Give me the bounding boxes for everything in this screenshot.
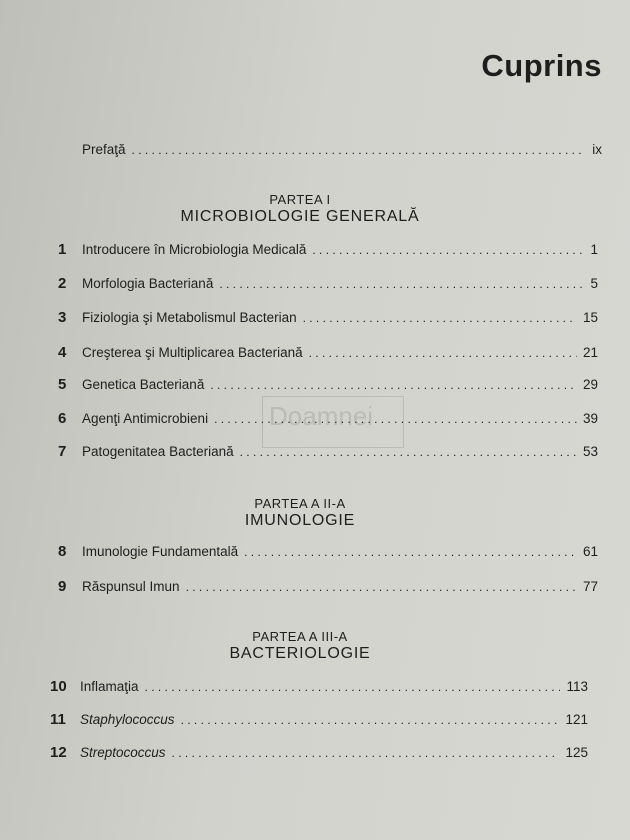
chapter-number: 3 <box>58 309 67 326</box>
chapter-number: 7 <box>58 443 67 460</box>
toc-page-number: 61 <box>582 544 598 559</box>
toc-page-number: ix <box>592 142 602 157</box>
toc-page-number: 15 <box>582 310 598 325</box>
toc-page-number: 125 <box>565 745 588 760</box>
chapter-title: Fiziologia şi Metabolismul Bacterian <box>82 310 297 325</box>
leader-dots <box>309 346 577 360</box>
part-title: IMUNOLOGIE <box>244 512 356 529</box>
leader-dots <box>219 277 584 291</box>
toc-entry <box>58 344 598 366</box>
chapter-title: Creşterea şi Multiplicarea Bacteriană <box>82 345 303 360</box>
watermark-logo <box>262 396 404 448</box>
leader-dots <box>210 378 577 392</box>
toc-page-number: 53 <box>582 444 598 459</box>
leader-dots <box>145 680 561 694</box>
leader-dots <box>312 243 584 257</box>
part-title: BACTERIOLOGIE <box>229 645 371 662</box>
chapter-number: 9 <box>58 578 67 595</box>
chapter-title: Patogenitatea Bacteriană <box>82 444 234 459</box>
toc-page-number: 5 <box>590 276 598 291</box>
chapter-number: 2 <box>58 275 67 292</box>
watermark-text: Doamnei <box>269 401 374 431</box>
chapter-title: Genetica Bacteriană <box>82 377 205 392</box>
chapter-number: 4 <box>58 344 67 361</box>
toc-entry <box>50 711 588 733</box>
part-label: PARTEA A II-A <box>254 496 346 511</box>
chapter-title: Imunologie Fundamentală <box>82 544 239 559</box>
chapter-number: 12 <box>50 744 67 761</box>
toc-page-number: 113 <box>566 679 588 694</box>
chapter-number: 6 <box>58 410 67 427</box>
chapter-number: 10 <box>50 678 67 695</box>
toc-entry <box>50 744 588 766</box>
toc-page-number: 21 <box>582 345 598 360</box>
toc-entry <box>58 275 598 297</box>
toc-entry-preface <box>82 142 602 164</box>
toc-entry <box>58 241 598 263</box>
toc-page-number: 121 <box>565 712 588 727</box>
toc-entry <box>58 309 598 331</box>
leader-dots <box>244 545 577 559</box>
chapter-number: 5 <box>58 376 67 393</box>
toc-entry <box>58 543 598 565</box>
chapter-title: Agenţi Antimicrobieni <box>82 411 209 426</box>
chapter-title: Morfologia Bacteriană <box>82 276 214 291</box>
leader-dots <box>132 143 587 157</box>
toc-page-number: 1 <box>590 242 598 257</box>
part-label: PARTEA A III-A <box>252 629 348 644</box>
chapter-title: Introducere în Microbiologia Medicală <box>82 242 307 257</box>
toc-entry <box>50 678 588 700</box>
chapter-number: 8 <box>58 543 67 560</box>
chapter-number: 1 <box>58 241 67 258</box>
chapter-title: Staphylococcus <box>80 712 175 727</box>
leader-dots <box>181 713 560 727</box>
chapter-title: Streptococcus <box>80 745 166 760</box>
toc-entry <box>58 578 598 600</box>
toc-page-number: 29 <box>582 377 598 392</box>
toc-entry-label: Prefaţă <box>82 142 126 157</box>
chapter-number: 11 <box>50 711 66 728</box>
chapter-title: Răspunsul Imun <box>82 579 180 594</box>
part-label: PARTEA I <box>269 192 331 207</box>
toc-page-number: 39 <box>582 411 598 426</box>
toc-page-number: 77 <box>582 579 598 594</box>
leader-dots <box>186 580 577 594</box>
part-title: MICROBIOLOGIE GENERALĂ <box>180 208 420 225</box>
chapter-title: Inflamaţia <box>80 679 139 694</box>
leader-dots <box>172 746 560 760</box>
leader-dots <box>303 311 577 325</box>
toc-entry <box>58 376 598 398</box>
page-title: Cuprins <box>481 48 602 83</box>
